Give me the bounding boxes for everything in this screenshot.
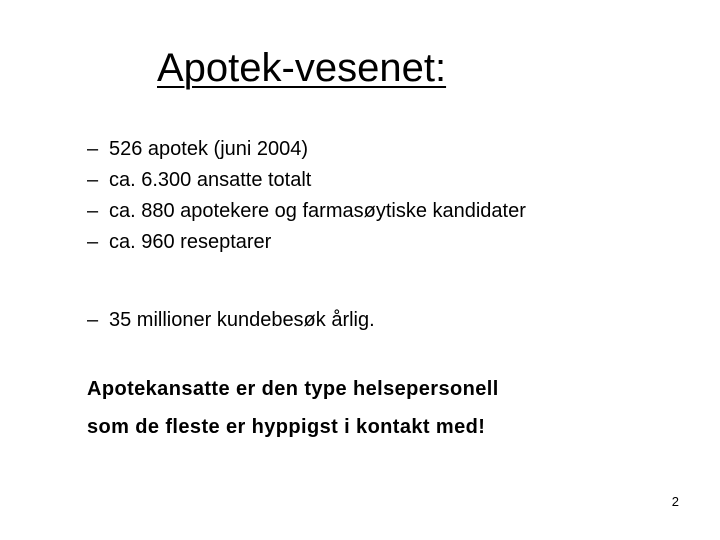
page-number: 2: [671, 494, 679, 509]
bullet-item: [87, 196, 526, 227]
bullet-dash: –: [87, 200, 99, 222]
bullet-item: [87, 134, 526, 165]
slide-title: Apotek-vesenet:: [157, 46, 447, 90]
bullet-text: ca. 880 apotekere og farmasøytiske kandidater: [109, 200, 526, 222]
key-statement: [87, 370, 499, 446]
extra-bullet: [87, 305, 375, 336]
statement-line-1: Apotekansatte er den type helsepersonell: [87, 378, 499, 400]
bullet-text: ca. 6.300 ansatte totalt: [109, 169, 312, 191]
bullet-dash: –: [87, 309, 99, 331]
bullet-text: ca. 960 reseptarer: [109, 231, 272, 253]
bullet-dash: –: [87, 169, 99, 191]
statement-line-2: som de fleste er hyppigst i kontakt med!: [87, 416, 486, 438]
extra-bullet-text: 35 millioner kundebesøk årlig.: [109, 309, 375, 331]
bullet-dash: –: [87, 138, 99, 160]
bullet-item: [87, 165, 526, 196]
bullet-dash: –: [87, 231, 99, 253]
bullet-list: [87, 134, 526, 258]
bullet-text: 526 apotek (juni 2004): [109, 138, 309, 160]
bullet-item: [87, 227, 526, 258]
